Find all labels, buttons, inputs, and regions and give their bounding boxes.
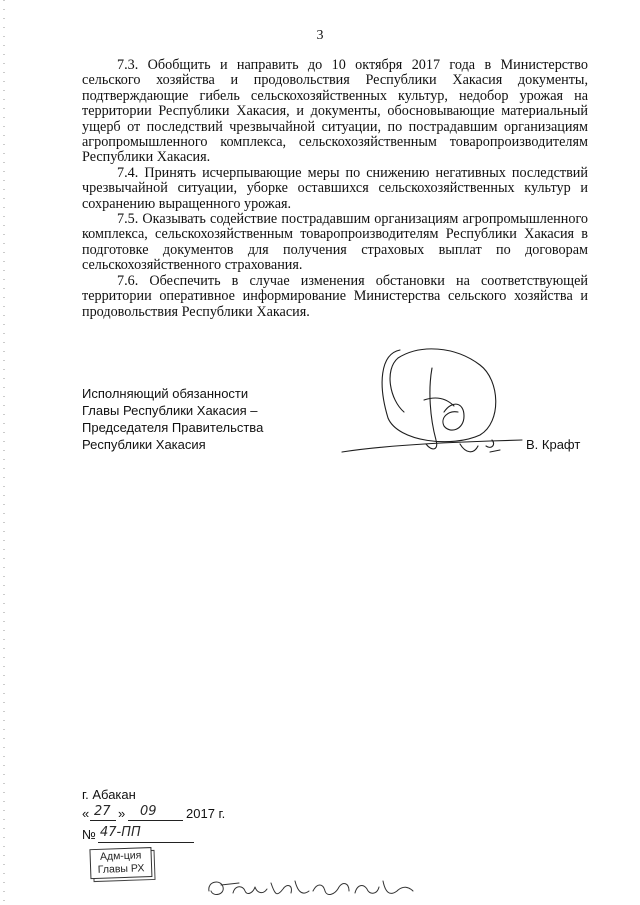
signatory-line: Исполняющий обязанности <box>82 386 249 401</box>
quote-open: « <box>82 806 90 821</box>
date-year: 2017 г. <box>186 806 226 821</box>
number-line <box>82 827 282 845</box>
paragraph-7-5: 7.5. Оказывать содействие пострадавшим организациям агропромышленного комплекса, сельскохозяйственным товаропроизводителям Республики Хакасия в подготовке документов для получения страховых выплат по договорам сельскохозяйственного страхования. <box>82 211 588 274</box>
stamp-line-2: Главы РХ <box>97 862 145 876</box>
paragraph-7-3: 7.3. Обобщить и направить до 10 октября 2017 года в Министерство сельского хозяйства и продовольствия Республики Хакасия документы, подтверждающие гибель сельскохозяйственных культур, недобор урожая на территории Республики Хакасия, и документы, обосновывающие материальный ущерб от последствий чрезвычайной ситуации, по пострадавшим организациям агропромышленного комплекса, сельскохозяйственным товаропроизводителям Республики Хакасия. <box>82 57 588 166</box>
signatory-line: Главы Республики Хакасия – <box>82 403 258 418</box>
document-body <box>82 58 588 320</box>
paragraph-7-6: 7.6. Обеспечить в случае изменения обстановки на соответствующей территории оперативное информирование Министерства сельского хозяйства и продовольствия Республики Хакасия. <box>82 272 588 320</box>
handwritten-note <box>205 873 420 901</box>
signatory-title <box>82 385 302 453</box>
date-month: 09 <box>140 804 157 819</box>
scan-edge-marks <box>3 0 5 905</box>
registry-stamp <box>89 847 158 883</box>
number-underline <box>98 842 194 843</box>
day-underline <box>90 820 116 821</box>
month-underline <box>128 820 183 821</box>
page-number: 3 <box>316 28 324 43</box>
stamp-box <box>89 847 152 879</box>
paragraph-7-4: 7.4. Принять исчерпывающие меры по снижению негативных последствий чрезвычайной ситуации, уборке оставшихся сельскохозяйственных культур и сохранению выращенного урожая. <box>82 164 588 212</box>
handwritten-signature <box>340 340 540 470</box>
signatory-line: Республики Хакасия <box>82 437 206 452</box>
city-label: г. Абакан <box>82 787 136 802</box>
signatory-name: В. Крафт <box>526 437 581 452</box>
date-day: 27 <box>94 804 111 819</box>
signatory-line: Председателя Правительства <box>82 420 264 435</box>
stamp-line-1: Адм-ция <box>99 849 142 863</box>
quote-close: » <box>118 806 126 821</box>
date-line <box>82 806 282 824</box>
number-prefix: № <box>82 827 96 842</box>
document-number: 47-ПП <box>100 825 141 840</box>
